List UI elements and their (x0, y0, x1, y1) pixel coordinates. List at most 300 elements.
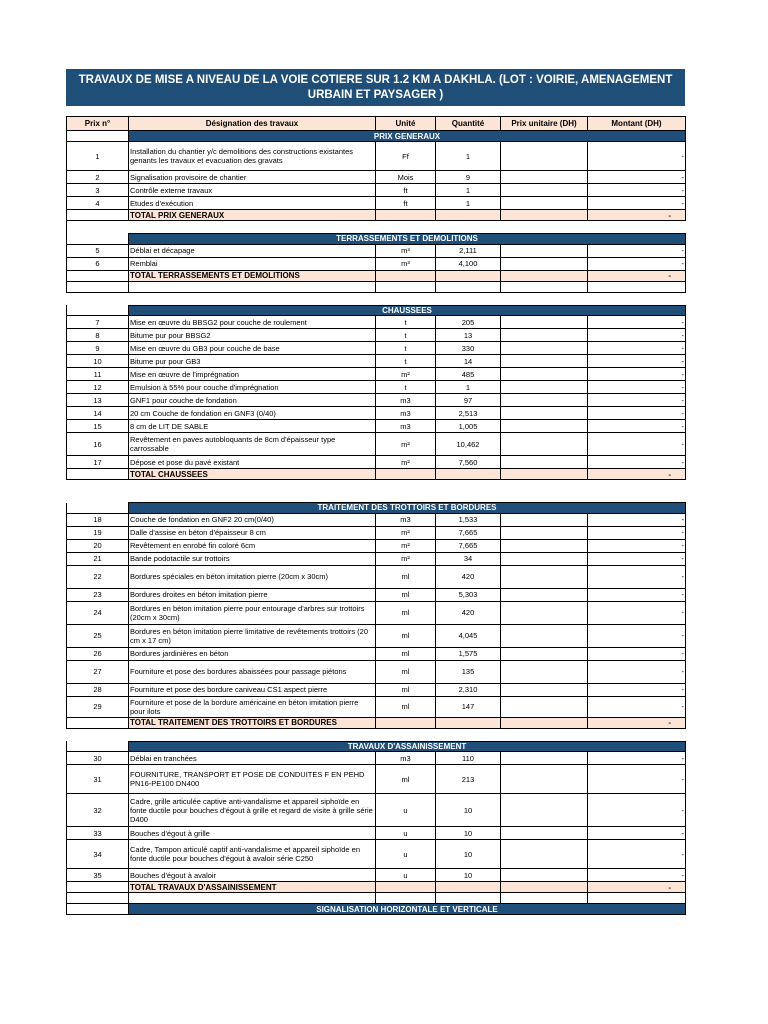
section-total-value: - (588, 717, 686, 728)
designation-cell: GNF1 pour couche de fondation (129, 394, 376, 407)
price-number-cell: 15 (67, 420, 129, 433)
unit-cell: u (376, 827, 436, 840)
amount-cell: - (588, 407, 686, 420)
designation-cell: Déblai et décapage (129, 244, 376, 257)
amount-cell: - (588, 329, 686, 342)
unit-cell: t (376, 342, 436, 355)
header-row (67, 117, 686, 131)
total-blank (501, 882, 588, 893)
col-header-unite: Unité (376, 117, 436, 131)
section-total-value: - (588, 210, 686, 221)
amount-cell: - (588, 827, 686, 840)
col-header-montant: Montant (DH) (588, 117, 686, 131)
unit-price-cell (501, 407, 588, 420)
total-blank (376, 210, 436, 221)
price-number-cell: 17 (67, 456, 129, 469)
unit-price-cell (501, 565, 588, 588)
price-number-cell: 24 (67, 601, 129, 624)
unit-price-cell (501, 433, 588, 456)
total-blank (376, 882, 436, 893)
section-title: PRIX GENERAUX (129, 131, 686, 142)
unit-price-cell (501, 381, 588, 394)
table-row (67, 433, 686, 456)
quantity-cell: 13 (436, 329, 501, 342)
unit-cell: m² (376, 368, 436, 381)
table-row (67, 197, 686, 210)
table-row (67, 394, 686, 407)
price-number-cell: 11 (67, 368, 129, 381)
designation-cell: Revêtement en paves autobloquants de 8cm d'épaisseur type carrossable (129, 433, 376, 456)
spacer-row (67, 728, 686, 741)
designation-cell: Contrôle externe travaux (129, 184, 376, 197)
total-blank (501, 717, 588, 728)
amount-cell: - (588, 355, 686, 368)
amount-cell: - (588, 683, 686, 696)
designation-cell: Bitume pur pour GB3 (129, 355, 376, 368)
designation-cell: Bordures en béton imitation pierre pour entourage d'arbres sur trottoirs (20cm x 30cm) (129, 601, 376, 624)
price-number-cell: 34 (67, 840, 129, 869)
unit-price-cell (501, 197, 588, 210)
unit-price-cell (501, 765, 588, 794)
unit-price-cell (501, 588, 588, 601)
unit-cell: ml (376, 660, 436, 683)
total-blank (501, 270, 588, 281)
quantity-cell: 330 (436, 342, 501, 355)
price-number-cell: 25 (67, 624, 129, 647)
total-blank (436, 882, 501, 893)
quantity-cell: 14 (436, 355, 501, 368)
spacer-cell (588, 480, 686, 503)
price-number-cell: 23 (67, 588, 129, 601)
section-total-label: TOTAL TRAITEMENT DES TROTTOIRS ET BORDURES (129, 717, 376, 728)
section-title: CHAUSSEES (129, 305, 686, 316)
unit-cell: u (376, 869, 436, 882)
unit-price-cell (501, 794, 588, 827)
section-total-row (67, 882, 686, 893)
total-blank (436, 270, 501, 281)
unit-cell: m3 (376, 407, 436, 420)
amount-cell: - (588, 342, 686, 355)
price-number-cell: 20 (67, 539, 129, 552)
section-total-value: - (588, 469, 686, 480)
section-total-row (67, 469, 686, 480)
amount-cell: - (588, 539, 686, 552)
designation-cell: Installation du chantier y/c demolitions des constructions existantes genants les travaux et evacuation des gravats (129, 142, 376, 171)
total-spacer (67, 210, 129, 221)
quantity-cell: 10 (436, 827, 501, 840)
unit-cell: m² (376, 433, 436, 456)
table-row (67, 513, 686, 526)
table-row (67, 565, 686, 588)
designation-cell: FOURNITURE, TRANSPORT ET POSE DE CONDUITES F EN PEHD PN16-PE100 DN400 (129, 765, 376, 794)
unit-price-cell (501, 601, 588, 624)
section-header-row (67, 234, 686, 245)
spacer-cell (501, 728, 588, 741)
section-total-label: TOTAL TRAVAUX D'ASSAINISSEMENT (129, 882, 376, 893)
col-header-quantite: Quantité (436, 117, 501, 131)
table-row (67, 184, 686, 197)
section-header-row (67, 741, 686, 752)
total-blank (376, 469, 436, 480)
quantity-cell: 1,005 (436, 420, 501, 433)
total-spacer (67, 270, 129, 281)
amount-cell: - (588, 869, 686, 882)
amount-cell: - (588, 765, 686, 794)
spacer-row (67, 292, 686, 305)
spacer-cell (436, 292, 501, 305)
blank-cell (129, 281, 376, 292)
price-number-cell: 26 (67, 647, 129, 660)
unit-price-cell (501, 683, 588, 696)
unit-price-cell (501, 840, 588, 869)
blank-cell (436, 281, 501, 292)
quantity-cell: 97 (436, 394, 501, 407)
unit-cell: m² (376, 539, 436, 552)
designation-cell: Bordures droites en béton imitation pierre (129, 588, 376, 601)
unit-cell: u (376, 840, 436, 869)
amount-cell: - (588, 552, 686, 565)
unit-cell: Ff (376, 142, 436, 171)
table-row (67, 342, 686, 355)
section-header-spacer (67, 131, 129, 142)
table-row (67, 244, 686, 257)
col-header-prix: Prix n° (67, 117, 129, 131)
unit-price-cell (501, 456, 588, 469)
price-number-cell: 6 (67, 257, 129, 270)
quantity-cell: 2,111 (436, 244, 501, 257)
amount-cell: - (588, 794, 686, 827)
section-title: TRAITEMENT DES TROTTOIRS ET BORDURES (129, 503, 686, 514)
section-header-spacer (67, 503, 129, 514)
table-row (67, 588, 686, 601)
total-blank (376, 270, 436, 281)
table-row (67, 355, 686, 368)
price-number-cell: 18 (67, 513, 129, 526)
total-spacer (67, 717, 129, 728)
blank-row (67, 893, 686, 904)
amount-cell: - (588, 316, 686, 329)
designation-cell: Bordures jardinières en béton (129, 647, 376, 660)
spacer-row (67, 221, 686, 234)
total-blank (436, 469, 501, 480)
amount-cell: - (588, 142, 686, 171)
table-row (67, 827, 686, 840)
spacer-row (67, 480, 686, 503)
unit-price-cell (501, 316, 588, 329)
spacer-cell (67, 221, 129, 234)
amount-cell: - (588, 456, 686, 469)
spacer-cell (588, 728, 686, 741)
price-number-cell: 29 (67, 696, 129, 717)
section-header-spacer (67, 741, 129, 752)
unit-cell: t (376, 329, 436, 342)
quantity-cell: 420 (436, 565, 501, 588)
designation-cell: Mise en œuvre du BBSG2 pour couche de roulement (129, 316, 376, 329)
amount-cell: - (588, 420, 686, 433)
unit-cell: t (376, 355, 436, 368)
price-number-cell: 28 (67, 683, 129, 696)
document-title: TRAVAUX DE MISE A NIVEAU DE LA VOIE COTIERE SUR 1.2 KM A DAKHLA. (LOT : VOIRIE, AMENAGEMENT URBAIN ET PAYSAGER ) (66, 69, 685, 106)
quantity-cell: 7,560 (436, 456, 501, 469)
table-row (67, 601, 686, 624)
unit-cell: ml (376, 683, 436, 696)
designation-cell: Bouches d'égout à avaloir (129, 869, 376, 882)
section-header-row (67, 904, 686, 915)
amount-cell: - (588, 433, 686, 456)
table-row (67, 381, 686, 394)
amount-cell: - (588, 565, 686, 588)
section-header-spacer (67, 234, 129, 245)
price-number-cell: 16 (67, 433, 129, 456)
amount-cell: - (588, 381, 686, 394)
total-blank (376, 717, 436, 728)
table-row (67, 526, 686, 539)
price-number-cell: 35 (67, 869, 129, 882)
price-number-cell: 31 (67, 765, 129, 794)
blank-cell (588, 281, 686, 292)
amount-cell: - (588, 394, 686, 407)
section-total-value: - (588, 270, 686, 281)
unit-cell: ml (376, 696, 436, 717)
unit-cell: m² (376, 552, 436, 565)
unit-price-cell (501, 696, 588, 717)
col-header-designation: Désignation des travaux (129, 117, 376, 131)
unit-price-cell (501, 624, 588, 647)
spacer-cell (501, 480, 588, 503)
price-number-cell: 2 (67, 171, 129, 184)
amount-cell: - (588, 624, 686, 647)
table-row (67, 456, 686, 469)
unit-cell: m² (376, 456, 436, 469)
quantity-cell: 9 (436, 171, 501, 184)
section-header-spacer (67, 904, 129, 915)
table-row (67, 869, 686, 882)
unit-cell: m³ (376, 244, 436, 257)
unit-cell: Mois (376, 171, 436, 184)
designation-cell: Dalle d'assise en béton d'épaisseur 8 cm (129, 526, 376, 539)
blank-row (67, 281, 686, 292)
spacer-cell (436, 728, 501, 741)
unit-cell: m3 (376, 394, 436, 407)
amount-cell: - (588, 244, 686, 257)
designation-cell: Emulsion à 55% pour couche d'imprégnation (129, 381, 376, 394)
price-number-cell: 1 (67, 142, 129, 171)
total-blank (436, 717, 501, 728)
quantity-cell: 7,665 (436, 526, 501, 539)
price-number-cell: 30 (67, 752, 129, 765)
blank-cell (588, 893, 686, 904)
quantity-cell: 205 (436, 316, 501, 329)
quantity-cell: 10 (436, 794, 501, 827)
price-number-cell: 5 (67, 244, 129, 257)
blank-cell (129, 893, 376, 904)
table-row (67, 257, 686, 270)
table-row (67, 552, 686, 565)
section-header-row (67, 503, 686, 514)
unit-price-cell (501, 539, 588, 552)
table-row (67, 420, 686, 433)
table-row (67, 171, 686, 184)
unit-price-cell (501, 752, 588, 765)
blank-cell (67, 281, 129, 292)
designation-cell: Bordures en béton imitation pierre limitative de revêtements trottoirs (20 cm x 17 cm) (129, 624, 376, 647)
section-total-label: TOTAL CHAUSSEES (129, 469, 376, 480)
table-row (67, 142, 686, 171)
section-header-row (67, 305, 686, 316)
unit-cell: ft (376, 197, 436, 210)
amount-cell: - (588, 660, 686, 683)
price-number-cell: 7 (67, 316, 129, 329)
table-row (67, 539, 686, 552)
total-spacer (67, 469, 129, 480)
quantity-cell: 485 (436, 368, 501, 381)
spacer-cell (129, 221, 376, 234)
designation-cell: Bouches d'égout à grille (129, 827, 376, 840)
spacer-cell (67, 480, 129, 503)
price-number-cell: 13 (67, 394, 129, 407)
spacer-cell (376, 221, 436, 234)
designation-cell: Couche de fondation en GNF2 20 cm(0/40) (129, 513, 376, 526)
unit-price-cell (501, 394, 588, 407)
unit-cell: m3 (376, 420, 436, 433)
spacer-cell (376, 292, 436, 305)
designation-cell: 8 cm de LIT DE SABLE (129, 420, 376, 433)
blank-cell (67, 893, 129, 904)
spacer-cell (588, 221, 686, 234)
unit-cell: u (376, 794, 436, 827)
quantity-cell: 1 (436, 381, 501, 394)
designation-cell: Signalisation provisoire de chantier (129, 171, 376, 184)
designation-cell: Fourniture et pose de la bordure américaine en béton imitation pierre pour ilots (129, 696, 376, 717)
price-number-cell: 27 (67, 660, 129, 683)
spacer-cell (376, 728, 436, 741)
table-row (67, 752, 686, 765)
bill-of-quantities-table (66, 116, 686, 915)
spacer-cell (501, 221, 588, 234)
designation-cell: Revêtement en enrobé fin coloré 6cm (129, 539, 376, 552)
total-blank (501, 210, 588, 221)
quantity-cell: 4,045 (436, 624, 501, 647)
price-number-cell: 14 (67, 407, 129, 420)
designation-cell: Remblai (129, 257, 376, 270)
designation-cell: Déblai en tranchées (129, 752, 376, 765)
quantity-cell: 2,513 (436, 407, 501, 420)
unit-cell: m3 (376, 752, 436, 765)
unit-price-cell (501, 142, 588, 171)
amount-cell: - (588, 257, 686, 270)
total-blank (501, 469, 588, 480)
designation-cell: Dépose et pose du pavé existant (129, 456, 376, 469)
col-header-prix-unitaire: Prix unitaire (DH) (501, 117, 588, 131)
unit-cell: ml (376, 601, 436, 624)
quantity-cell: 147 (436, 696, 501, 717)
quantity-cell: 420 (436, 601, 501, 624)
quantity-cell: 135 (436, 660, 501, 683)
amount-cell: - (588, 647, 686, 660)
table-row (67, 696, 686, 717)
price-number-cell: 9 (67, 342, 129, 355)
blank-cell (376, 281, 436, 292)
unit-price-cell (501, 526, 588, 539)
unit-price-cell (501, 244, 588, 257)
amount-cell: - (588, 184, 686, 197)
unit-price-cell (501, 257, 588, 270)
amount-cell: - (588, 588, 686, 601)
quantity-cell: 2,310 (436, 683, 501, 696)
spacer-cell (376, 480, 436, 503)
table-row (67, 660, 686, 683)
blank-cell (501, 893, 588, 904)
unit-price-cell (501, 329, 588, 342)
price-number-cell: 22 (67, 565, 129, 588)
price-number-cell: 32 (67, 794, 129, 827)
quantity-cell: 1 (436, 197, 501, 210)
unit-cell: ml (376, 765, 436, 794)
quantity-cell: 10,462 (436, 433, 501, 456)
price-number-cell: 12 (67, 381, 129, 394)
amount-cell: - (588, 171, 686, 184)
spacer-cell (588, 292, 686, 305)
unit-cell: m3 (376, 513, 436, 526)
amount-cell: - (588, 513, 686, 526)
spacer-cell (129, 292, 376, 305)
quantity-cell: 1 (436, 184, 501, 197)
table-row (67, 624, 686, 647)
table-row (67, 840, 686, 869)
price-number-cell: 3 (67, 184, 129, 197)
quantity-cell: 1 (436, 142, 501, 171)
spacer-cell (436, 221, 501, 234)
amount-cell: - (588, 197, 686, 210)
price-number-cell: 19 (67, 526, 129, 539)
unit-cell: t (376, 381, 436, 394)
unit-price-cell (501, 355, 588, 368)
designation-cell: Cadre, Tampon articulé captif anti-vandalisme et appareil siphoïde en fonte ductile pour bouches d'égout à avaloir série C250 (129, 840, 376, 869)
unit-price-cell (501, 552, 588, 565)
table-row (67, 765, 686, 794)
unit-cell: t (376, 316, 436, 329)
unit-price-cell (501, 869, 588, 882)
section-total-label: TOTAL TERRASSEMENTS ET DEMOLITIONS (129, 270, 376, 281)
blank-cell (376, 893, 436, 904)
section-total-label: TOTAL PRIX GENERAUX (129, 210, 376, 221)
unit-price-cell (501, 660, 588, 683)
amount-cell: - (588, 368, 686, 381)
unit-cell: m² (376, 526, 436, 539)
designation-cell: Fourniture et pose des bordure caniveau CS1 aspect pierre (129, 683, 376, 696)
quantity-cell: 7,665 (436, 539, 501, 552)
quantity-cell: 4,100 (436, 257, 501, 270)
spacer-cell (67, 292, 129, 305)
section-header-row (67, 131, 686, 142)
quantity-cell: 5,303 (436, 588, 501, 601)
quantity-cell: 10 (436, 840, 501, 869)
table-row (67, 368, 686, 381)
table-row (67, 407, 686, 420)
table-row (67, 683, 686, 696)
unit-cell: ml (376, 588, 436, 601)
unit-price-cell (501, 513, 588, 526)
price-number-cell: 33 (67, 827, 129, 840)
quantity-cell: 34 (436, 552, 501, 565)
spacer-cell (129, 728, 376, 741)
total-spacer (67, 882, 129, 893)
amount-cell: - (588, 601, 686, 624)
spacer-cell (67, 728, 129, 741)
unit-price-cell (501, 827, 588, 840)
unit-cell: ml (376, 565, 436, 588)
table-row (67, 794, 686, 827)
